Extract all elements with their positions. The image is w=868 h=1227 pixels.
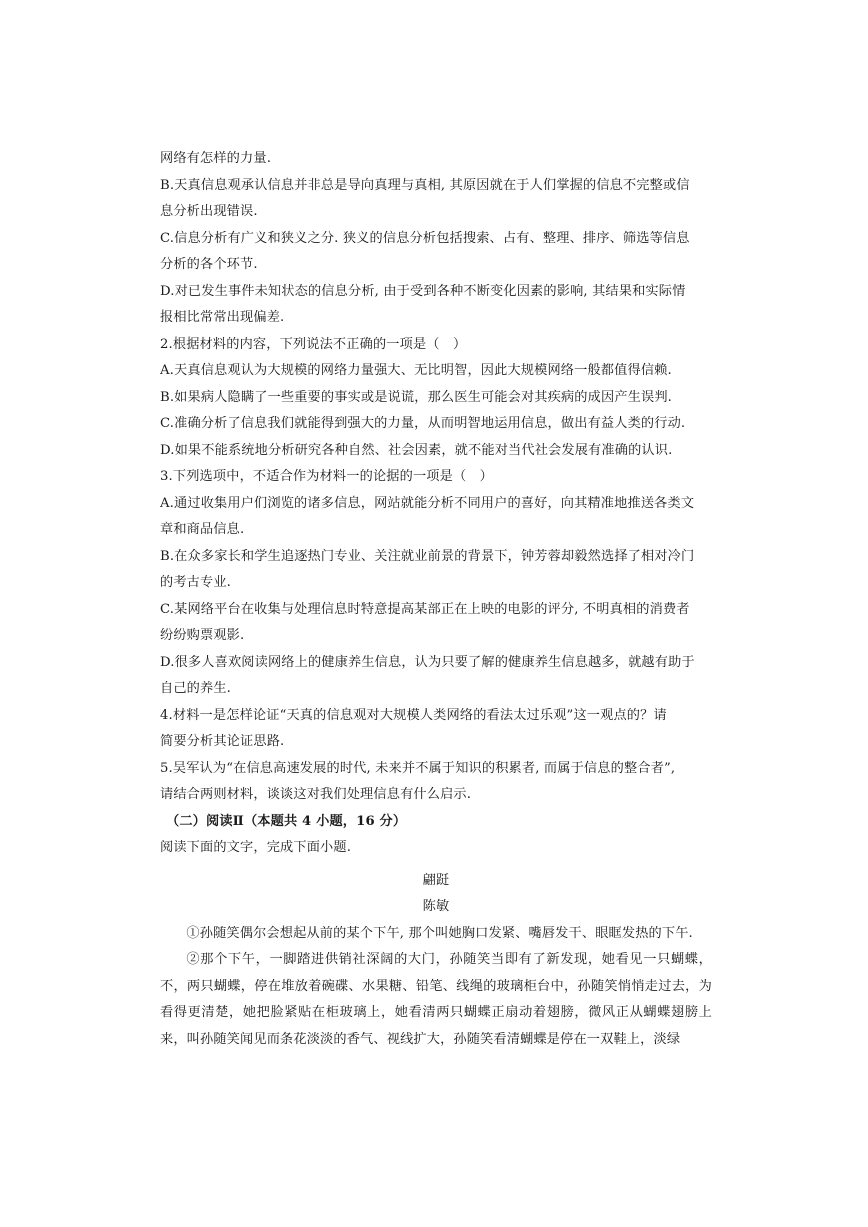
- option-b-line: B.天真信息观承认信息并非总是导向真理与真相, 其原因就在于人们掌握的信息不完整或信: [160, 177, 690, 193]
- document-page: [160, 146, 712, 1053]
- text-line: 的考古专业.: [160, 575, 232, 590]
- story-paragraph-1: ①孙随笑偶尔会想起从前的某个下午, 那个叫她胸口发紧、嘴唇发干、眼眶发热的下午.: [186, 925, 693, 941]
- q2-option-c: C.准确分析了信息我们就能得到强大的力量，从而明智地运用信息，做出有益人类的行动.: [160, 416, 686, 431]
- question-5: 5.吴军认为“在信息高速发展的时代, 未来并不属于知识的积累者, 而属于信息的整合者”,: [160, 760, 676, 776]
- text-line: 报相比常常出现偏差.: [160, 310, 285, 325]
- text-line: 纷纷购票观影.: [160, 628, 245, 643]
- text-line: 自己的养生.: [160, 681, 232, 696]
- q3-option-b: B.在众多家长和学生追逐热门专业、关注就业前景的背景下，钟芳蓉却毅然选择了相对冷门: [160, 548, 695, 564]
- story-author: 陈敏: [422, 899, 450, 914]
- section-heading: （二）阅读Ⅱ（本题共 4 小题，16 分）: [166, 813, 407, 829]
- q3-option-d: D.很多人喜欢阅读网络上的健康养生信息，认为只要了解的健康养生信息越多，就越有助于: [160, 654, 695, 670]
- q2-option-a: A.天真信息观认为大规模的网络力量强大、无比明智，因此大规模网络一般都值得信赖.: [160, 363, 672, 378]
- text-line: 分析的各个环节.: [160, 257, 258, 272]
- text-line: 简要分析其论证思路.: [160, 734, 285, 749]
- q3-option-c: C.某网络平台在收集与处理信息时特意提高某部正在上映的电影的评分, 不明真相的消费者: [160, 601, 690, 617]
- text-line: 请结合两则材料，谈谈这对我们处理信息有什么启示.: [160, 787, 472, 802]
- question-2: 2.根据材料的内容，下列说法不正确的一项是（ ）: [160, 336, 467, 352]
- text-line: 网络有怎样的力量.: [160, 151, 272, 166]
- question-3: 3.下列选项中，不适合作为材料一的论据的一项是（ ）: [160, 469, 493, 484]
- story-paragraph-2: ②那个下午，一脚踏进供销社深阔的大门，孙随笑当即有了新发现，她看见一只蝴蝶，不，两只蝴蝶，停在堆放着碗碟、水果糖、铅笔、线绳的玻璃柜台中，孙随笑悄悄走过去，为看得更清楚，她把脸紧贴在柜玻璃上，她看清两只蝴蝶正扇动着翅膀，微风正从蝴蝶翅膀上来，叫孙随笑闻见而条花淡淡的香气、视线扩大，孙随笑看清蝴蝶是停在一双鞋上，淡绿: [160, 952, 712, 1047]
- option-d-line: D.对已发生事件未知状态的信息分析, 由于受到各种不断变化因素的影响, 其结果和实际情: [160, 283, 686, 299]
- reading-instruction: 阅读下面的文字，完成下面小题.: [160, 840, 352, 855]
- q2-option-b: B.如果病人隐瞒了一些重要的事实或是说谎，那么医生可能会对其疾病的成因产生误判.: [160, 389, 673, 405]
- option-c-line: C.信息分析有广义和狭义之分. 狭义的信息分析包括搜索、占有、整理、排序、筛选等信息: [160, 230, 690, 246]
- q3-option-a: A.通过收集用户们浏览的诸多信息，网站就能分析不同用户的喜好，向其精准地推送各类文: [160, 495, 695, 511]
- q2-option-d: D.如果不能系统地分析研究各种自然、社会因素，就不能对当代社会发展有准确的认识.: [160, 442, 673, 458]
- text-line: 息分析出现错误.: [160, 204, 258, 219]
- question-4: 4.材料一是怎样论证“天真的信息观对大规模人类网络的看法太过乐观”这一观点的？请: [160, 707, 667, 723]
- text-line: 章和商品信息.: [160, 522, 245, 537]
- story-title: 翩跹: [422, 872, 450, 888]
